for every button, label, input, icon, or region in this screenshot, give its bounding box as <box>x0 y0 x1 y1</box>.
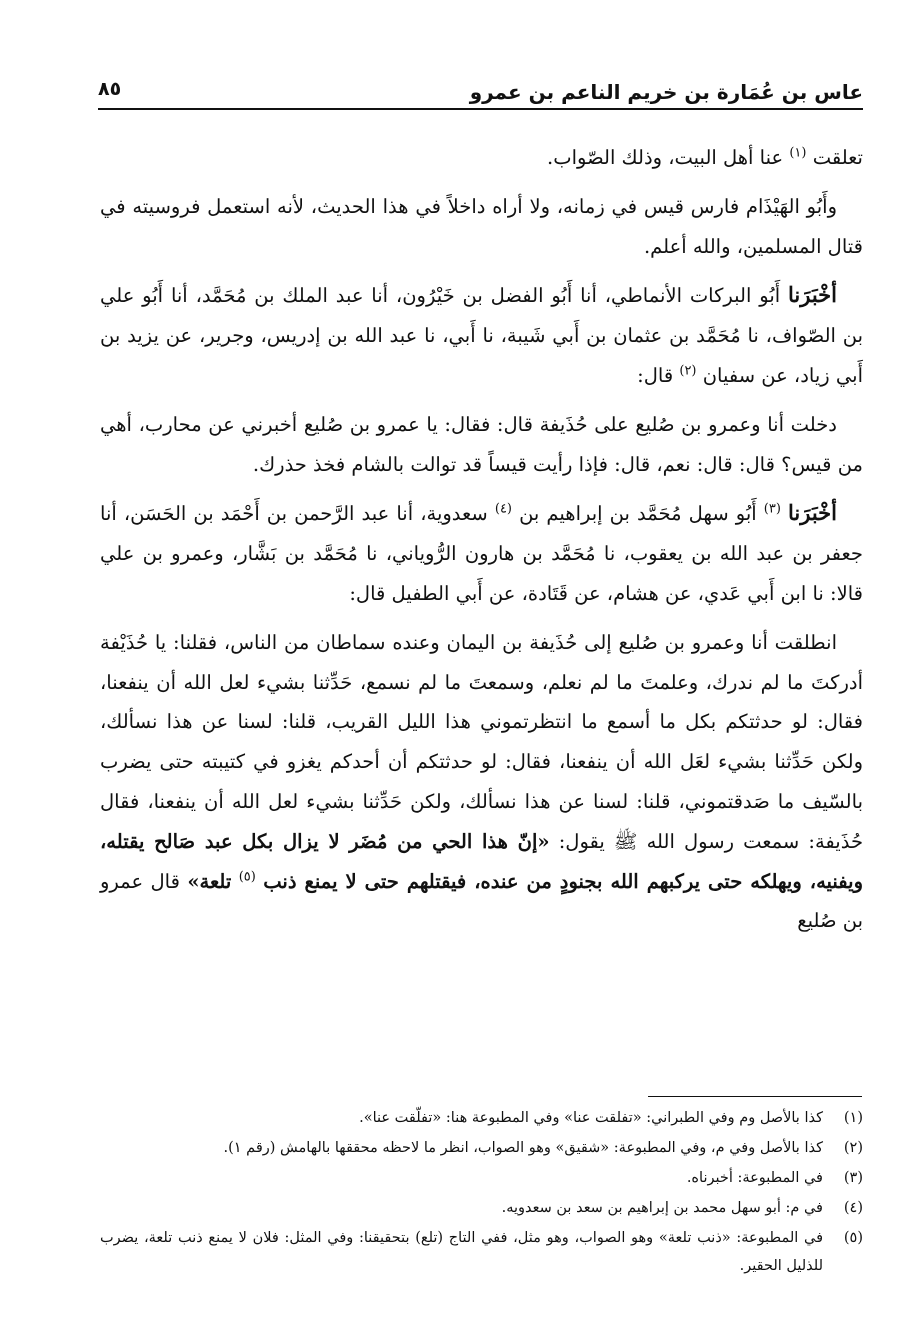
footnote-1 <box>100 1104 863 1132</box>
footnote-number: (٣) <box>843 1170 863 1186</box>
page-number: ٨٥ <box>98 78 122 100</box>
footnote-ref-4[interactable]: (٤) <box>494 501 512 517</box>
paragraph-4: دخلت أنا وعمرو بن صُليع على حُذَيفة قال: فقال: يا عمرو بن صُليع أخبرني عن محارب، أهي من قيس؟ قال: قال: نعم، قال: فإذا رأيت قيساً قد توالت بالشام فخذ حذرك. <box>100 412 863 476</box>
hadith-quote-end: تلعة» <box>187 869 232 893</box>
paragraph-3-end: قال: <box>637 363 674 387</box>
paragraph-6-end: قال عمرو بن صُليع <box>100 869 863 933</box>
footnote-ref-1[interactable]: (١) <box>789 145 807 161</box>
hadith-quote: «إنّ هذا الحي من مُضَر لا يزال بكل عبد صَالح يقتله، ويفنيه، ويهلكه حتى يركبهم الله بجنودٍ من عنده، فيقتلهم حتى لا يمنع ذنب <box>100 829 863 893</box>
paragraph-5-chain: أَبُو سهل مُحَمَّد بن إبراهيم بن <box>519 502 757 526</box>
paragraph-2: وأَبُو الهَيْذَام فارس قيس في زمانه، ولا أراه داخلاً في هذا الحديث، لأنه استعمل فروسيته في قتال المسلمين، والله أعلم. <box>100 194 863 258</box>
paragraph-6 <box>100 623 863 941</box>
footnote-text: في المطبوعة: «ذنب تلعة» وهو الصواب، وهو مثل، ففي التاج (تلع) بتحقيقنا: وفي المثل: فلان لا يمنع ذنب تلعة، يضرب للذليل الحقير. <box>100 1230 823 1274</box>
footnote-text: في م: أبو سهل محمد بن إبراهيم بن سعد بن سعدويه. <box>501 1200 823 1216</box>
footnote-number: (٥) <box>843 1230 863 1246</box>
footnote-number: (١) <box>843 1110 863 1126</box>
footnotes <box>100 1104 863 1282</box>
isnad-lead: أخْبَرَنا <box>788 282 837 308</box>
paragraph-1-start: تعلقت <box>812 146 863 169</box>
footnote-4 <box>100 1194 863 1222</box>
isnad-lead-2: أخْبَرَنا <box>788 500 837 526</box>
paragraph-5-end: سعدوية، أنا عبد الرَّحمن بن أَحْمَد بن الحَسَن، أنا جعفر بن عبد الله بن يعقوب، نا مُحَمَّد بن هارون الرُّوياني، نا مُحَمَّد بن بَشَّار، وعمرو بن علي قالا: نا ابن أَبي عَدي، عن هشام، عن قَتَادة، عن أَبي الطفيل قال: <box>100 502 863 605</box>
footnote-text: كذا بالأصل وفي م، وفي المطبوعة: «شقيق» وهو الصواب، انظر ما لاحظه محققها بالهامش (رقم ١). <box>223 1140 823 1156</box>
footnote-2 <box>100 1134 863 1162</box>
running-title: عاس بن عُمَارة بن خريم الناعم بن عمرو <box>469 80 863 104</box>
paragraph-1-end: عنا أهل البيت، وذلك الصّواب. <box>547 146 784 169</box>
footnote-separator <box>648 1096 862 1097</box>
footnote-ref-2[interactable]: (٢) <box>679 363 697 379</box>
footnote-5 <box>100 1224 863 1280</box>
footnote-text: كذا بالأصل وم وفي الطبراني: «تفلقت عنا» وفي المطبوعة هنا: «تفلّقت عنا». <box>359 1110 823 1126</box>
footnote-number: (٤) <box>843 1200 863 1216</box>
paragraph-5 <box>100 493 863 613</box>
paragraph-1 <box>100 138 863 178</box>
footnote-number: (٢) <box>843 1140 863 1156</box>
paragraph-3-chain: أَبُو البركات الأنماطي، أنا أَبُو الفضل بن خَيْرُون، أنا عبد الملك بن مُحَمَّد، أنا أَبُو علي بن الصّواف، نا مُحَمَّد بن عثمان بن أَبي شَيبة، نا أَبي، نا عبد الله بن إدريس، وجرير، عن يزيد بن أَبي زياد، عن سفيان <box>100 284 863 387</box>
paragraph-6-narration: انطلقت أنا وعمرو بن صُليع إلى حُذَيفة بن اليمان وعنده سماطان من الناس، فقلنا: يا حُذَيْفة أدركتَ ما لم ندرك، وعلمتَ ما لم نعلم، وسمعتَ ما لم نسمع، حَدِّثنا بشيء لعل الله أن ينفعنا، فقال: لو حدثتكم بكل ما أسمع ما انتظرتموني هذا الليل القريب، قلنا: لسنا عن هذا نسألك، ولكن حَدِّثنا بشيء لعَل الله أن ينفعنا، فقال: لو حدثتكم أن أحدكم يغزو في كتيبته حتى يضرب بالسّيف ما صَدقتموني، قلنا: لسنا عن هذا نسألك، ولكن حَدِّثنا بشيء لعل الله أن ينفعنا، فقال حُذَيفة: سمعت رسول الله ﷺ يقول: <box>100 630 863 853</box>
footnote-ref-5[interactable]: (٥) <box>238 869 256 885</box>
page-header <box>98 70 863 110</box>
footnote-text: في المطبوعة: أخبرناه. <box>686 1170 823 1186</box>
footnote-3 <box>100 1164 863 1192</box>
paragraph-3 <box>100 275 863 395</box>
footnote-ref-3[interactable]: (٣) <box>763 501 781 517</box>
main-text <box>100 138 863 950</box>
